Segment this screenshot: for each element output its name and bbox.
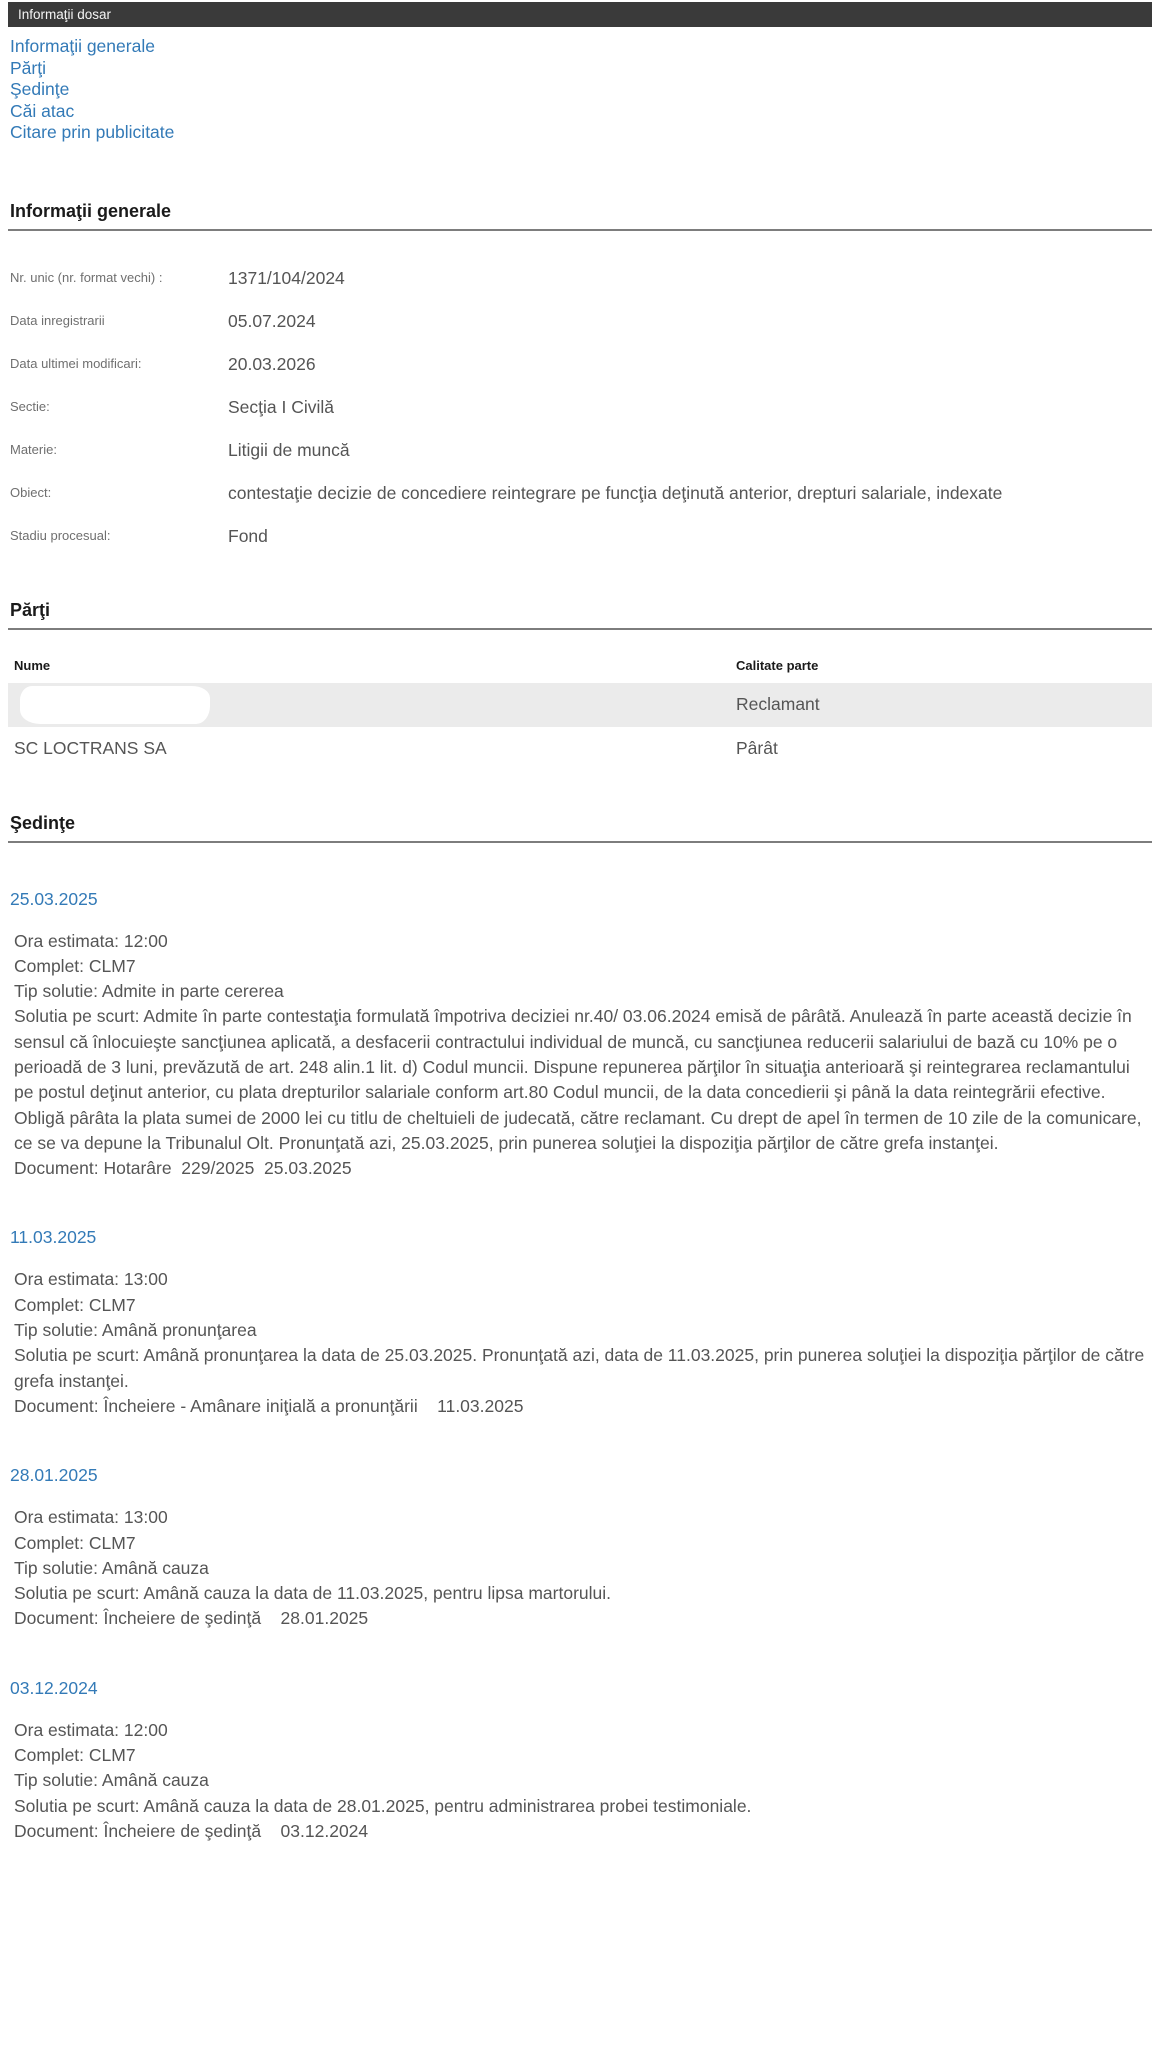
hearing-document-line	[14, 1606, 1152, 1631]
hearing-panel: CLM7	[88, 955, 136, 976]
last-modified-date: 20.03.2026	[228, 353, 316, 374]
nav-link-citare-prin-publicitate[interactable]: Citare prin publicitate	[10, 122, 175, 142]
label-ora-estimata: Ora estimata:	[14, 1719, 120, 1740]
hearing-time: 13:00	[123, 1507, 168, 1528]
hearing-panel-line	[14, 1293, 1152, 1318]
label-ora-estimata: Ora estimata:	[14, 1507, 120, 1528]
procedural-stage: Fond	[228, 525, 268, 546]
hearing-solution-summary: Amână cauza la data de 11.03.2025, pentru lipsa martorului.	[143, 1583, 612, 1604]
hearing-solution-type: Amână pronunţarea	[101, 1320, 257, 1341]
label-solutia-pe-scurt: Solutia pe scurt:	[14, 1345, 140, 1366]
hearing-time-line	[14, 1267, 1152, 1292]
hearing-document-line	[14, 1394, 1152, 1419]
party-name: SC LOCTRANS SA	[14, 738, 167, 758]
info-row-data-inregistrarii	[8, 300, 1152, 343]
label-complet: Complet:	[14, 955, 85, 976]
label-document: Document:	[14, 1608, 99, 1629]
dossier-nav	[10, 36, 1152, 144]
hearing-time: 13:00	[123, 1269, 168, 1290]
hearing-time-line	[14, 1505, 1152, 1530]
section-title-sedinte: Şedinţe	[8, 813, 1152, 843]
nav-link-sedinte[interactable]: Şedinţe	[10, 79, 70, 99]
label-complet: Complet:	[14, 1745, 85, 1766]
party-name	[14, 686, 736, 724]
hearing-solution-type: Admite in parte cererea	[101, 981, 284, 1002]
party-role: Pârât	[736, 738, 778, 758]
table-row	[8, 683, 1152, 727]
hearing-solution-summary: Amână pronunţarea la data de 25.03.2025. Pronunţată azi, data de 11.03.2025, prin punerea soluţiei la dispoziţia părţilor de către grefa instanţei.	[14, 1345, 1150, 1391]
party-role: Reclamant	[736, 694, 820, 714]
label-tip-solutie: Tip solutie:	[14, 1770, 98, 1791]
case-object: contestaţie decizie de concediere reintegrare pe funcţia deţinută anterior, drepturi salariale, indexate	[228, 482, 1003, 503]
label-document: Document:	[14, 1820, 99, 1841]
info-label: Obiect:	[10, 484, 52, 500]
hearing-time: 12:00	[123, 1719, 168, 1740]
hearing-details	[8, 1267, 1152, 1419]
info-label: Stadiu procesual:	[10, 527, 111, 543]
case-matter: Litigii de muncă	[228, 439, 350, 460]
hearing-time: 12:00	[123, 930, 168, 951]
info-label: Nr. unic (nr. format vechi) :	[10, 269, 163, 285]
label-document: Document:	[14, 1158, 99, 1179]
label-complet: Complet:	[14, 1532, 85, 1553]
hearing-time-line	[14, 1718, 1152, 1743]
label-solutia-pe-scurt: Solutia pe scurt:	[14, 1795, 140, 1816]
hearing-document-line	[14, 1819, 1152, 1844]
hearing-details	[8, 929, 1152, 1182]
hearing-document: Încheiere de şedinţă 28.01.2025	[103, 1608, 369, 1629]
info-label: Data inregistrarii	[10, 312, 105, 328]
info-row-sectie	[8, 386, 1152, 429]
hearing-solution-line	[14, 1581, 1152, 1606]
label-ora-estimata: Ora estimata:	[14, 1269, 120, 1290]
hearing-date-link[interactable]: 25.03.2025	[10, 888, 98, 909]
hearing-document-line	[14, 1156, 1152, 1181]
hearing-entry	[8, 889, 1152, 1182]
parties-table	[8, 654, 1152, 771]
hearing-date-link[interactable]: 11.03.2025	[10, 1227, 97, 1248]
hearing-details	[8, 1718, 1152, 1844]
hearing-panel-line	[14, 1743, 1152, 1768]
case-number: 1371/104/2024	[228, 267, 345, 288]
hearing-solution-line	[14, 1794, 1152, 1819]
hearing-solution-type-line	[14, 1318, 1152, 1343]
hearing-solution-summary: Amână cauza la data de 28.01.2025, pentru administrarea probei testimoniale.	[143, 1795, 752, 1816]
hearing-panel-line	[14, 1531, 1152, 1556]
hearing-solution-summary: Admite în parte contestaţia formulată împotriva deciziei nr.40/ 03.06.2024 emisă de pârâtă. Anulează în parte această decizie în sensul că înlocuieşte sancţiunea aplicată, a desfacerii contractului individual de muncă, cu sancţiunea reducerii salariului de bază cu 10% pe o perioadă de 3 luni, prevăzută de art. 248 alin.1 lit. d) Codul muncii. Dispune repunerea părţilor în situaţia anterioară şi reintegrarea reclamantului pe postul deţinut anterior, cu plata drepturilor salariale conform art.80 Codul muncii, de la data concedierii şi până la data reintegrării efective. Obligă pârâta la plata sumei de 2000 lei cu titlu de cheltuieli de judecată, către reclamant. Cu drept de apel în termen de 10 zile de la comunicare, ce se va depune la Tribunalul Olt. Pronunţată azi, 25.03.2025, prin punerea soluţiei la dispoziţia părţilor de către grefa instanţei.	[14, 1006, 1147, 1153]
general-info-table	[8, 257, 1152, 558]
hearing-document: Hotarâre 229/2025 25.03.2025	[103, 1158, 352, 1179]
hearing-time-line	[14, 929, 1152, 954]
info-label: Materie:	[10, 441, 57, 457]
page-header-title: Informaţii dosar	[18, 7, 112, 22]
hearing-date-link[interactable]: 03.12.2024	[10, 1677, 98, 1698]
hearing-solution-type-line	[14, 1556, 1152, 1581]
info-row-stadiu	[8, 515, 1152, 558]
hearing-solution-type-line	[14, 1768, 1152, 1793]
table-row	[8, 727, 1152, 771]
label-tip-solutie: Tip solutie:	[14, 981, 98, 1002]
info-row-materie	[8, 429, 1152, 472]
hearing-solution-type-line	[14, 979, 1152, 1004]
info-row-nr-unic	[8, 257, 1152, 300]
info-row-obiect	[8, 472, 1152, 515]
hearing-details	[8, 1505, 1152, 1631]
hearing-panel-line	[14, 954, 1152, 979]
redacted-name-patch	[20, 686, 210, 724]
info-label: Data ultimei modificari:	[10, 355, 142, 371]
section-title-parti: Părţi	[8, 600, 1152, 630]
label-tip-solutie: Tip solutie:	[14, 1320, 98, 1341]
hearing-solution-type: Amână cauza	[101, 1770, 209, 1791]
hearing-document: Încheiere - Amânare iniţială a pronunţării 11.03.2025	[103, 1395, 524, 1416]
column-header-nume: Nume	[14, 657, 51, 673]
label-tip-solutie: Tip solutie:	[14, 1557, 98, 1578]
nav-link-cai-atac[interactable]: Căi atac	[10, 100, 75, 121]
hearing-entry	[8, 1227, 1152, 1419]
registration-date: 05.07.2024	[228, 310, 316, 331]
label-solutia-pe-scurt: Solutia pe scurt:	[14, 1583, 140, 1604]
label-ora-estimata: Ora estimata:	[14, 930, 120, 951]
hearing-solution-type: Amână cauza	[101, 1557, 209, 1578]
page-header-bar	[8, 2, 1152, 27]
parties-table-header	[8, 654, 1152, 683]
nav-link-parti[interactable]: Părţi	[10, 57, 46, 78]
column-header-calitate: Calitate parte	[736, 657, 819, 673]
hearing-panel: CLM7	[88, 1294, 136, 1315]
hearing-entry	[8, 1465, 1152, 1631]
hearing-entry	[8, 1678, 1152, 1844]
hearing-panel: CLM7	[88, 1745, 136, 1766]
hearing-solution-line	[14, 1004, 1152, 1156]
section-title-informatii-generale: Informaţii generale	[8, 201, 1152, 231]
hearing-solution-line	[14, 1343, 1152, 1394]
info-row-data-modificari	[8, 343, 1152, 386]
hearing-date-link[interactable]: 28.01.2025	[10, 1465, 98, 1486]
nav-link-informatii-generale[interactable]: Informaţii generale	[10, 36, 155, 56]
hearing-panel: CLM7	[88, 1532, 136, 1553]
hearing-document: Încheiere de şedinţă 03.12.2024	[103, 1820, 369, 1841]
label-complet: Complet:	[14, 1294, 85, 1315]
label-document: Document:	[14, 1395, 99, 1416]
info-label: Sectie:	[10, 398, 50, 414]
label-solutia-pe-scurt: Solutia pe scurt:	[14, 1006, 140, 1027]
court-section: Secţia I Civilă	[228, 396, 335, 417]
